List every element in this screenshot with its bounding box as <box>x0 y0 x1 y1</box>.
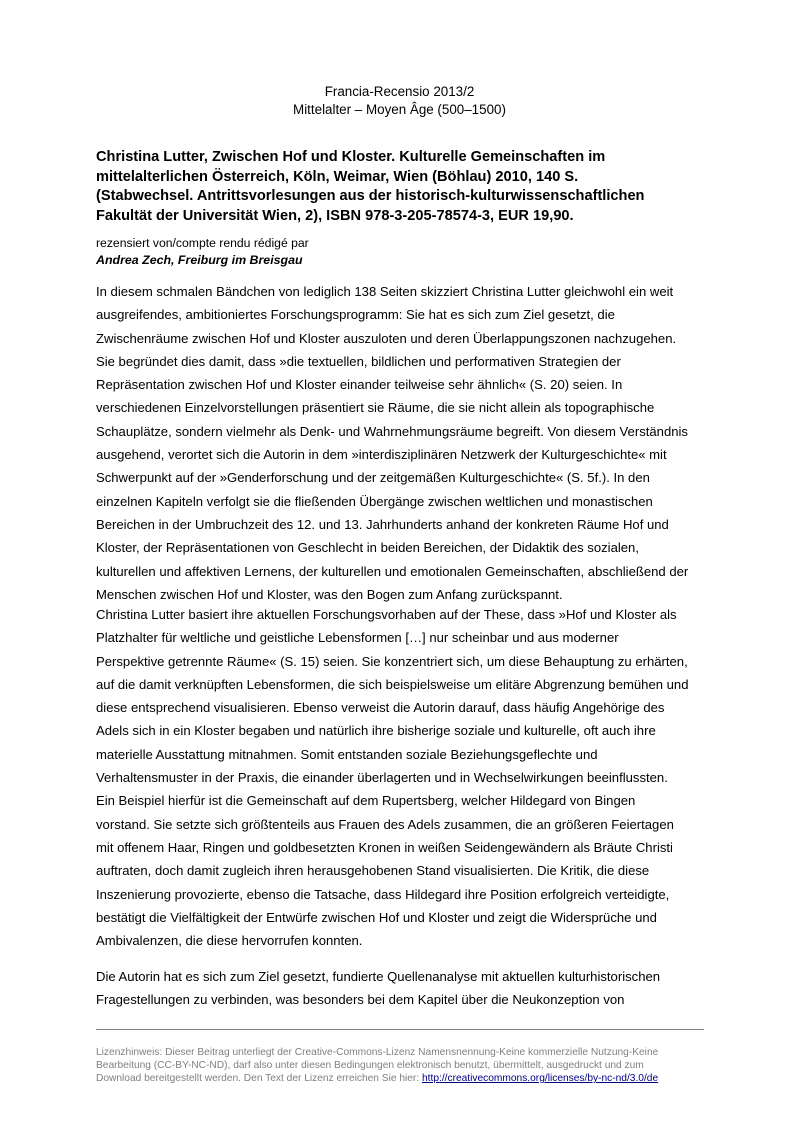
title-line: Fakultät der Universität Wien, 2), ISBN 978-3-205-78574-3, EUR 19,90. <box>96 207 574 224</box>
text-line: bestätigt die Vielfältigkeit der Entwürfe zwischen Hof und Kloster und zeigt die Widersprüche und <box>96 909 657 925</box>
text-line: Adels sich in ein Kloster begaben und natürlich ihre bisherige soziale und kulturelle, oft auch ihre <box>96 723 656 739</box>
text-line: ausgehend, verortet sich die Autorin in dem »interdisziplinären Netzwerk der Kulturgeschichte« mit <box>96 447 667 463</box>
text-line: In diesem schmalen Bändchen von lediglich 138 Seiten skizziert Christina Lutter gleichwohl ein weit <box>96 284 674 299</box>
text-line: Menschen zwischen Hof und Kloster, was den Bogen zum Anfang zurückspannt. <box>96 586 563 602</box>
footer-divider <box>96 1029 704 1030</box>
byline <box>96 235 309 269</box>
journal-issue: Francia-Recensio 2013/2 <box>324 84 475 99</box>
text-line: einzelnen Kapiteln verfolgt sie die fließenden Übergänge zwischen weltlichen und monastischen <box>96 493 653 509</box>
text-line: Ambivalenzen, die diese hervorrufen konnten. <box>96 933 363 949</box>
text-line: Sie begründet dies damit, dass »die textuellen, bildlichen und performativen Strategien der <box>96 353 621 369</box>
body-paragraph-2 <box>96 603 716 952</box>
license-text-line: Bearbeitung (CC-BY-NC-ND), darf also unter diesen Bedingungen elektronisch benutzt, übermittelt, ausgedruckt und zum <box>96 1060 644 1071</box>
title-line: mittelalterlichen Österreich, Köln, Weimar, Wien (Böhlau) 2010, 140 S. <box>96 168 579 185</box>
reviewer-name: Andrea Zech, Freiburg im Breisgau <box>96 253 303 267</box>
text-line: kulturellen und affektiven Lernens, der kulturellen und emotionalen Gemeinschaften, abschließend der <box>96 563 689 579</box>
period-label: Mittelalter – Moyen Âge (500–1500) <box>293 102 506 117</box>
text-line: Christina Lutter basiert ihre aktuellen Forschungsvorhaben auf der These, dass »Hof und Kloster als <box>96 607 677 622</box>
text-line: Die Autorin hat es sich zum Ziel gesetzt, fundierte Quellenanalyse mit aktuellen kulturhistorischen <box>96 969 661 984</box>
text-line: materielle Ausstattung mitnahmen. Somit entstanden soziale Beziehungsgeflechte und <box>96 746 598 762</box>
body-paragraph-1 <box>96 280 716 606</box>
text-line: auftraten, doch damit zugleich ihren herausgehobenen Stand visualisierten. Die Kritik, die diese <box>96 863 650 879</box>
license-text: Download bereitgestellt werden. Den Text der Lizenz erreichen Sie hier: <box>96 1073 422 1084</box>
text-line: vorstand. Sie setzte sich größtenteils aus Frauen des Adels zusammen, die an größeren Feiertagen <box>96 816 674 832</box>
text-line: Bereichen in der Umbruchzeit des 12. und 13. Jahrhunderts anhand der konkreten Räume Hof und <box>96 516 669 532</box>
text-line: Schauplätze, sondern vielmehr als Denk- und Wahrnehmungsräume begreift. Von diesem Verständnis <box>96 423 688 439</box>
review-title <box>96 148 716 226</box>
body-paragraph-3 <box>96 965 716 1012</box>
text-line: mit offenem Haar, Ringen und goldbesetzten Kronen in weißen Seidengewändern als Bräute Christi <box>96 839 673 855</box>
text-line: verschiedenen Einzelvorstellungen präsentiert sie Räume, die sie nicht allein als topographische <box>96 400 655 416</box>
text-line: Platzhalter für weltliche und geistliche Lebensformen […] nur scheinbar und aus moderner <box>96 630 619 646</box>
page-header <box>0 83 799 119</box>
byline-label: rezensiert von/compte rendu rédigé par <box>96 236 309 250</box>
license-text-line <box>96 1072 716 1085</box>
license-text-line: Lizenzhinweis: Dieser Beitrag unterliegt der Creative-Commons-Lizenz Namensnennung-Keine kommerzielle Nutzung-Keine <box>96 1047 659 1058</box>
text-line: diese entsprechend visualisieren. Ebenso verweist die Autorin darauf, dass häufig Angehörige des <box>96 700 665 716</box>
text-line: Zwischenräume zwischen Hof und Kloster auszuloten und deren Überlappungszonen nachzugehen. <box>96 330 677 346</box>
text-line: ausgreifendes, ambitioniertes Forschungsprogramm: Sie hat es sich zum Ziel gesetzt, die <box>96 307 615 323</box>
text-line: Verhaltensmuster in der Praxis, die einander überlagerten und in Wechselwirkungen beeinflussten. <box>96 770 668 786</box>
text-line: auf die damit verknüpften Lebensformen, die sich beispielsweise um elitäre Abgrenzung bemühen und <box>96 676 689 692</box>
text-line: Schwerpunkt auf der »Genderforschung und der zeitgemäßen Kulturgeschichte« (S. 5f.). In den <box>96 470 650 486</box>
title-line: Christina Lutter, Zwischen Hof und Kloster. Kulturelle Gemeinschaften im <box>96 149 606 165</box>
text-line: Repräsentation zwischen Hof und Kloster einander teilweise sehr ähnlich« (S. 20) seien. In <box>96 377 623 393</box>
license-link[interactable]: http://creativecommons.org/licenses/by-nc-nd/3.0/de <box>422 1073 659 1084</box>
title-line: (Stabwechsel. Antrittsvorlesungen aus der historisch-kulturwissenschaftlichen <box>96 188 645 204</box>
text-line: Inszenierung provozierte, ebenso die Tatsache, dass Hildegard ihre Position erfolgreich verteidigte, <box>96 886 670 902</box>
license-notice <box>96 1046 716 1085</box>
text-line: Fragestellungen zu verbinden, was besonders bei dem Kapitel über die Neukonzeption von <box>96 992 625 1008</box>
text-line: Ein Beispiel hierfür ist die Gemeinschaft auf dem Rupertsberg, welcher Hildegard von Bingen <box>96 793 636 809</box>
text-line: Kloster, der Repräsentationen von Geschlecht in beiden Bereichen, der Didaktik des sozialen, <box>96 540 639 556</box>
text-line: Perspektive getrennte Räume« (S. 15) seien. Sie konzentriert sich, um diese Behauptung zu erhärten, <box>96 653 688 669</box>
